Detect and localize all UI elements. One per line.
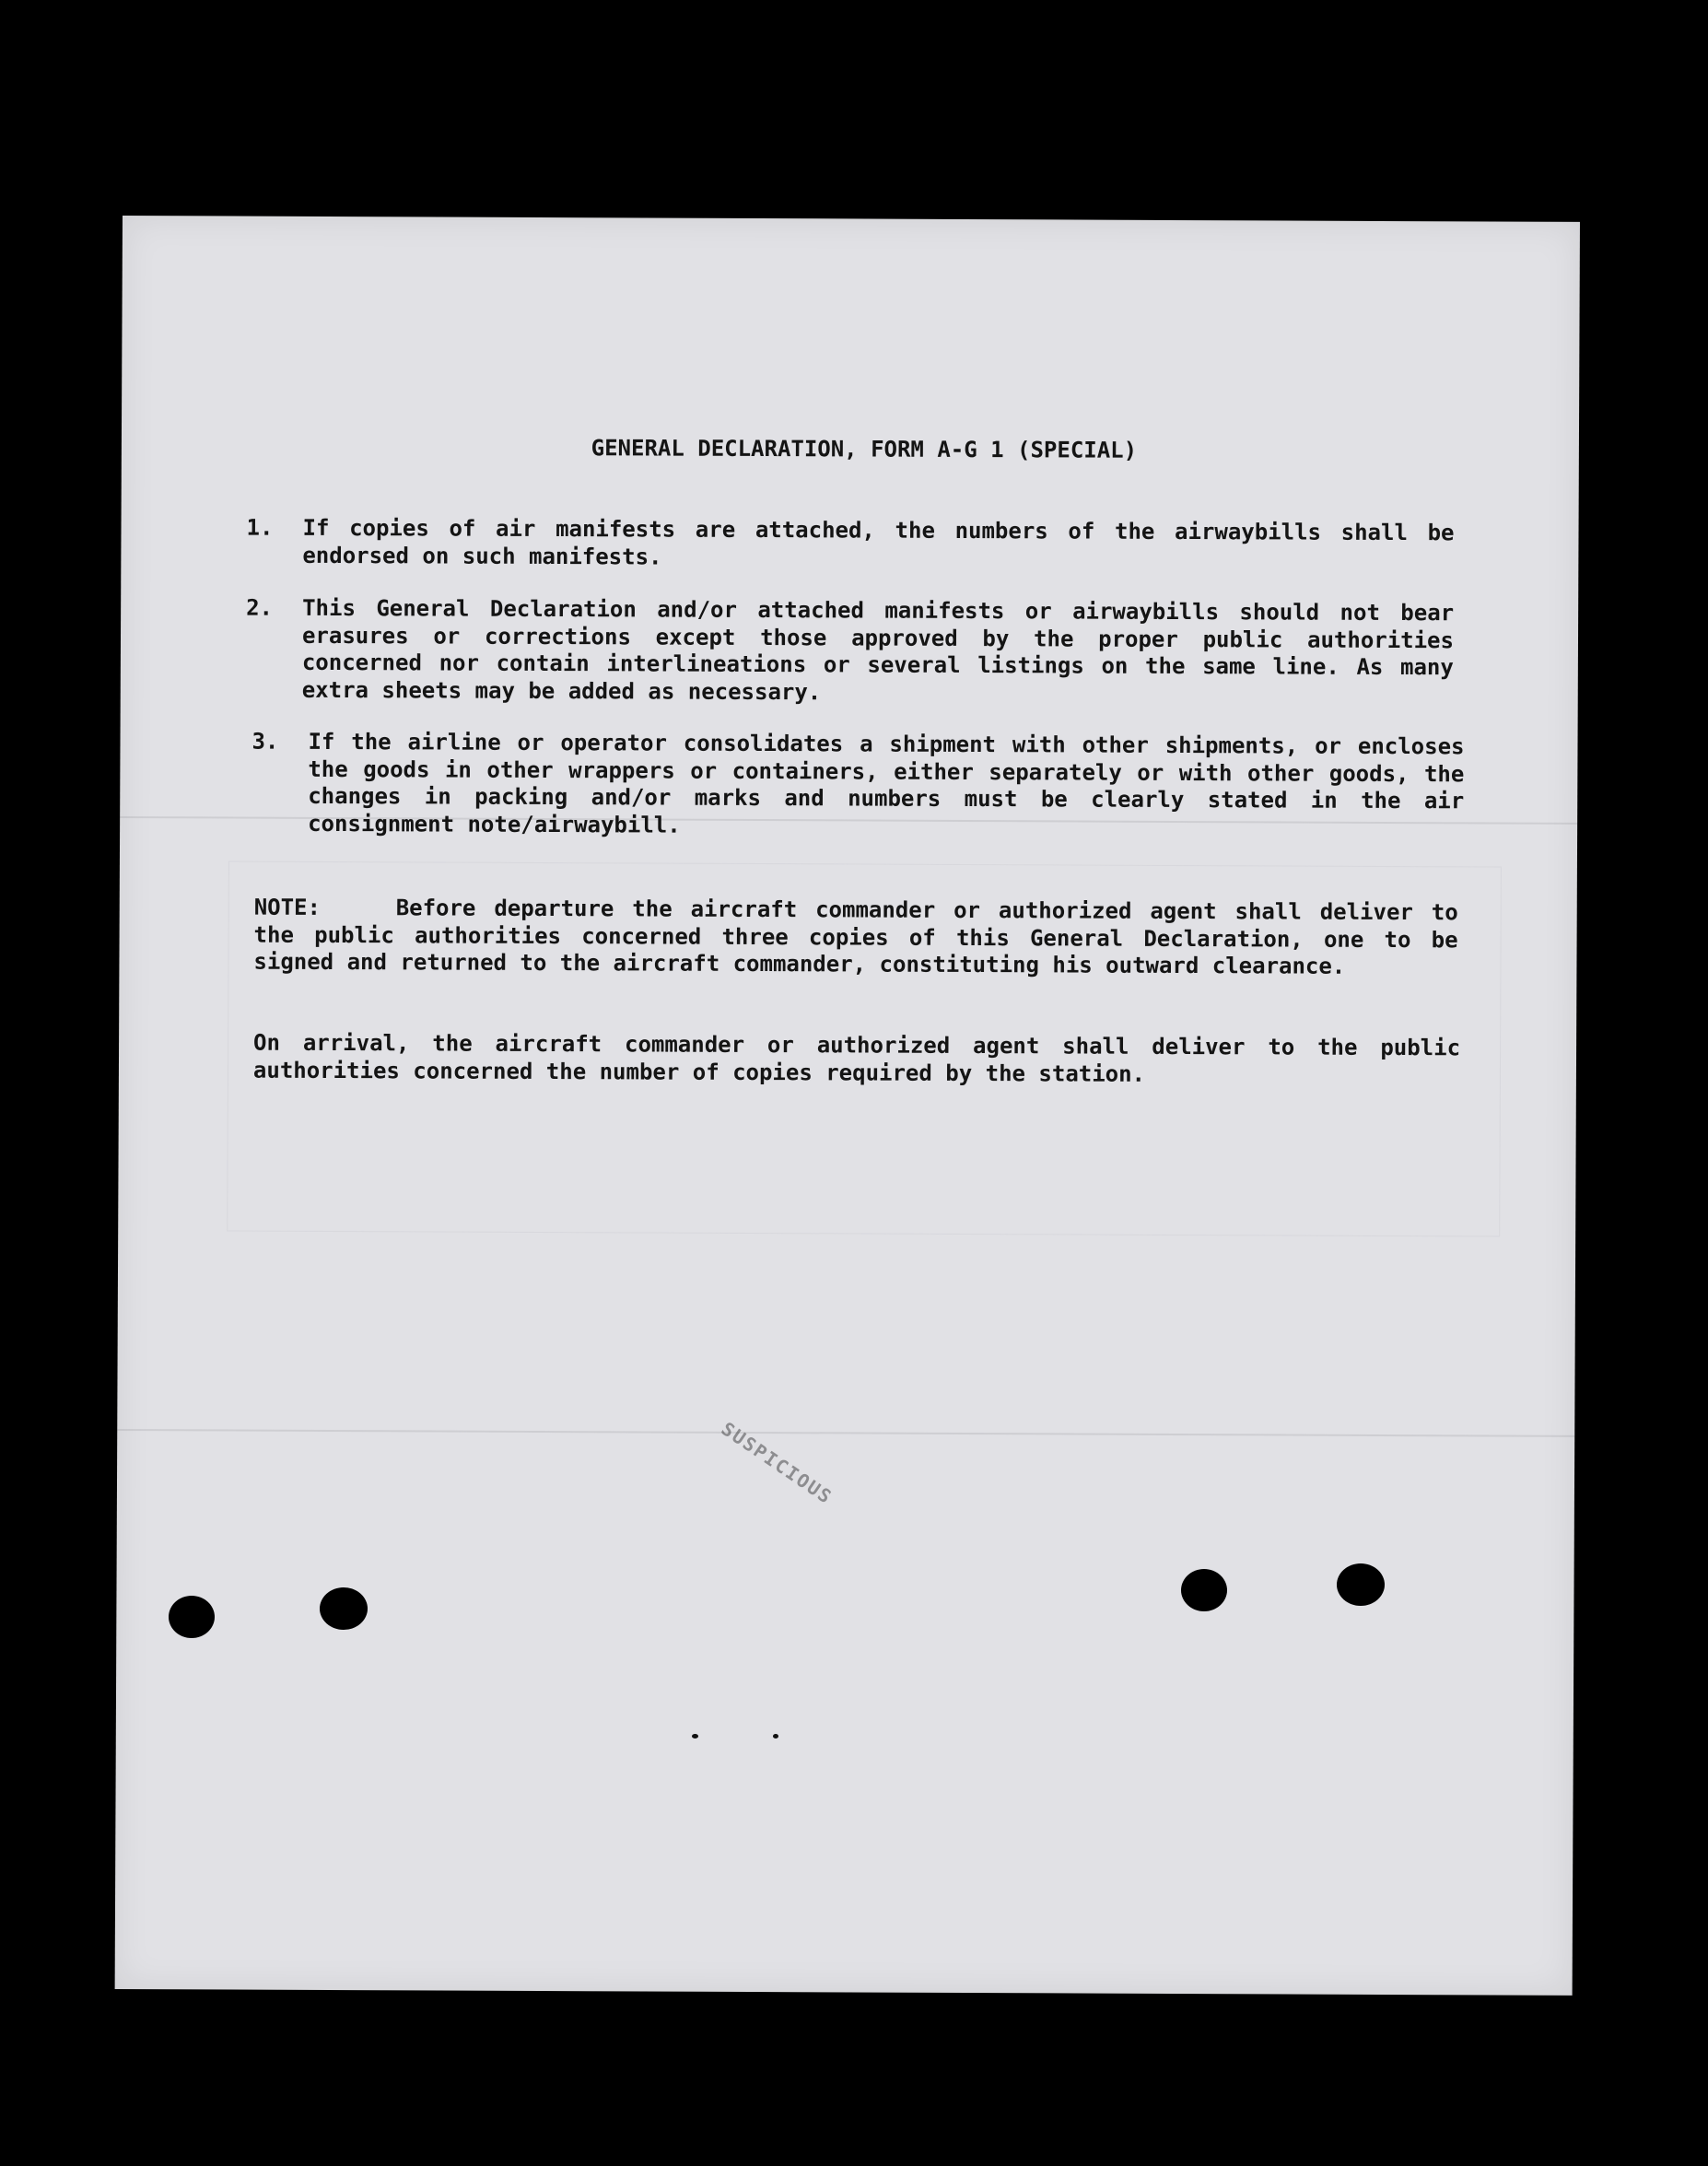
item-text: If the airline or operator consolidates a shipment with other shipments, or encloses the goods in other wrappers or containers, either separately or with other goods, the changes in packing and/or marks and numbers must be clearly stated in the air consignment note/airwaybill.	[308, 728, 1465, 838]
item-number: 1.	[246, 514, 274, 541]
arrival-paragraph: On arrival, the aircraft commander or authorized agent shall deliver to the public authorities concerned the number of copies required by the station.	[252, 1029, 1461, 1087]
item-number: 3.	[252, 728, 279, 755]
note-text: Before departure the aircraft commander or authorized agent shall deliver to the public authorities concerned three copies of this General Declaration, one to be signed and returned to the aircraft commander, constituting his outward clearance.	[253, 895, 1458, 979]
punch-hole	[320, 1587, 368, 1630]
document-content	[115, 216, 1580, 1996]
faint-stamp: SUSPICIOUS	[717, 1417, 837, 1509]
punch-hole	[169, 1596, 215, 1638]
list-item	[246, 514, 1455, 575]
item-number: 2.	[246, 594, 274, 621]
item-text: If copies of air manifests are attached, the numbers of the airwaybills shall be endorsed on such manifests.	[302, 514, 1455, 570]
list-item	[252, 728, 1465, 843]
punch-hole	[1337, 1563, 1385, 1606]
document-title: GENERAL DECLARATION, FORM A-G 1 (SPECIAL)	[591, 435, 1138, 463]
punch-hole	[1181, 1569, 1227, 1611]
list-item	[246, 594, 1455, 709]
ink-speck	[692, 1734, 698, 1739]
note-label: NOTE:	[253, 894, 322, 920]
document-page	[115, 216, 1580, 1996]
ink-speck	[773, 1734, 778, 1739]
item-text: This General Declaration and/or attached manifests or airwaybills should not bear erasures or corrections except those approved by the proper public authorities concerned nor contain interlineations or several listings on the same line. As many extra sheets may be added as necessary.	[301, 594, 1455, 705]
note-paragraph	[253, 895, 1457, 981]
